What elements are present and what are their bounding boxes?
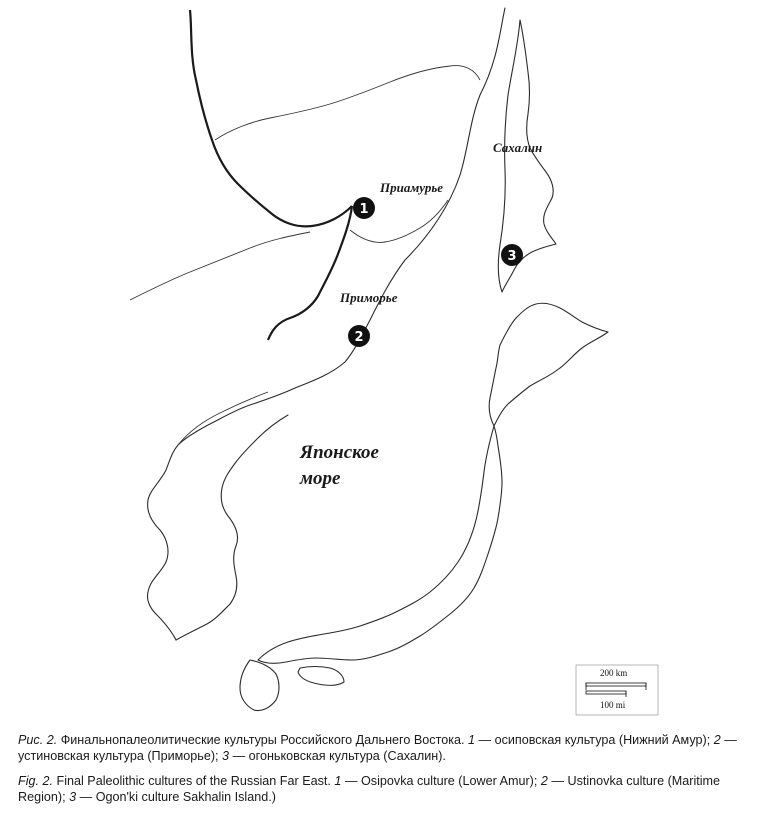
caption-russian — [18, 732, 748, 764]
osipovka-site-marker — [353, 197, 375, 219]
marker-3-number: 3 — [507, 249, 517, 264]
caption-ru-n2: 2 — [713, 733, 721, 747]
caption-ru-title: Финальнопалеолитические культуры Российского Дальнего Востока. — [60, 733, 465, 747]
marker-2-number: 2 — [354, 330, 364, 345]
caption-en-t3: — Ogon'ki culture Sakhalin Island.) — [79, 790, 276, 804]
caption-ru-t3: — огоньковская культура (Сахалин). — [232, 749, 446, 763]
korea-china-boundary — [178, 392, 268, 445]
priamurye-label: Приамурье — [380, 180, 444, 195]
scale-km-label: 200 km — [600, 668, 628, 678]
caption-en-n3: 3 — [69, 790, 77, 804]
sea-of-japan-label-line2: море — [300, 468, 341, 489]
shikoku-coastline — [298, 667, 344, 686]
caption-ru-t1: — осиповская культура (Нижний Амур); — [478, 733, 711, 747]
caption-ru-n3: 3 — [222, 749, 230, 763]
caption-en-title: Final Paleolithic cultures of the Russian Far East. — [56, 774, 331, 788]
kyushu-coastline — [240, 660, 279, 711]
sakhalin-label: Сахалин — [493, 140, 543, 155]
caption-ru-fig: Рис. 2. — [18, 733, 58, 747]
caption-en-t2: — Ustinovka culture (Maritime Region); — [18, 774, 721, 804]
caption-en-fig: Fig. 2. — [18, 774, 53, 788]
ogonki-site-marker — [501, 244, 523, 266]
china-inner-boundary — [130, 232, 310, 300]
hokkaido-coastline — [489, 303, 608, 426]
scale-mi-label: 100 mi — [600, 700, 626, 710]
caption-ru-n1: 1 — [467, 733, 475, 747]
scale-bar — [576, 665, 658, 715]
honshu-coastline — [258, 426, 502, 663]
amur-region-boundary — [215, 66, 480, 140]
caption-en-n1: 1 — [334, 774, 342, 788]
sea-of-japan-label-line1: Японское — [300, 442, 379, 463]
caption-en-n2: 2 — [540, 774, 548, 788]
caption-en-t1: — Osipovka culture (Lower Amur); — [344, 774, 538, 788]
marker-1-number: 1 — [359, 202, 369, 217]
primorye-label: Приморье — [340, 290, 398, 305]
caption-ru-t2: — устиновская культура (Приморье); — [18, 733, 737, 763]
ustinovka-site-marker — [348, 325, 370, 347]
korea-coastline — [176, 415, 288, 640]
caption-english — [18, 773, 748, 805]
